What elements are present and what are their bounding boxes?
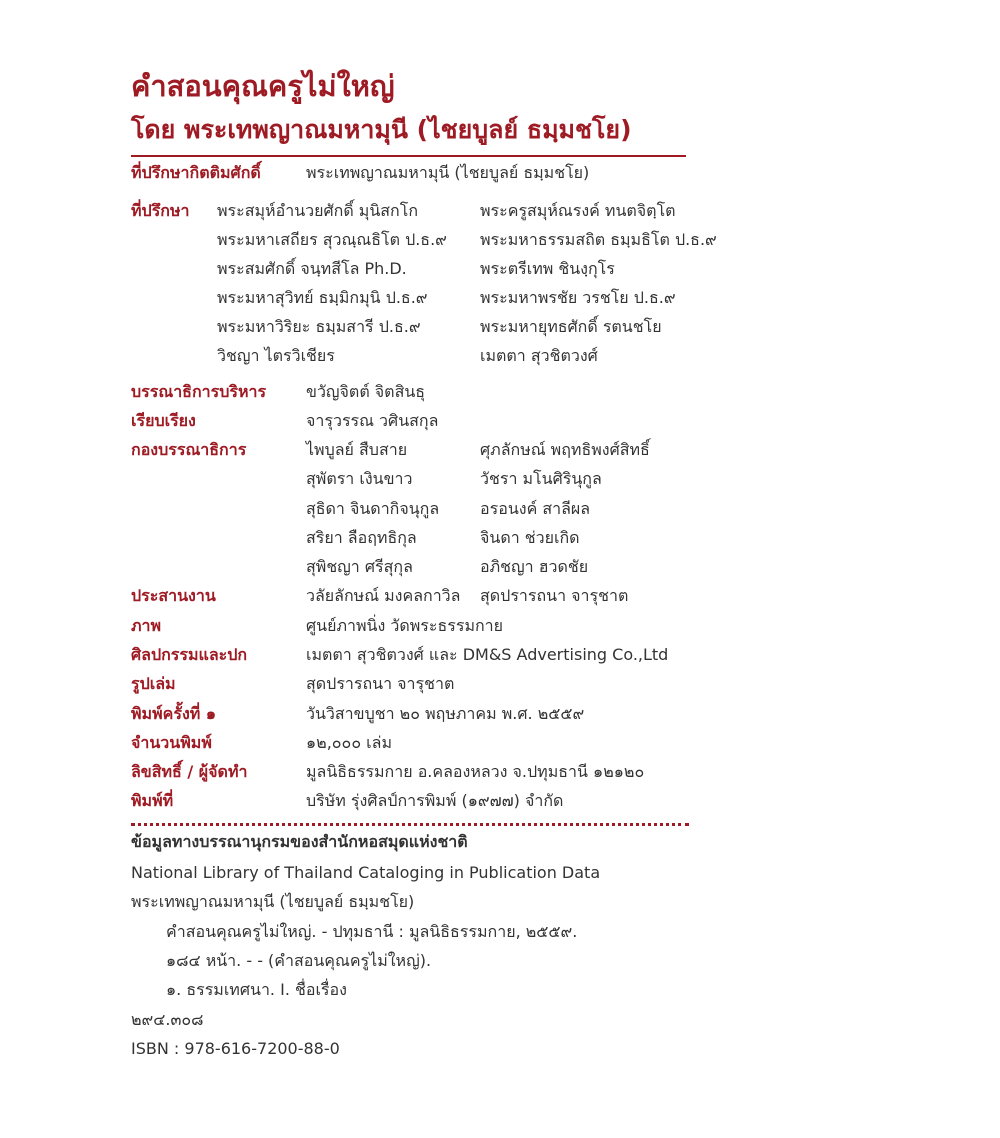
editorial-board-label: กองบรรณาธิการ [131, 440, 247, 459]
advisor-name: พระมหาวิริยะ ธมฺมสารี ป.ธ.๙ [217, 317, 421, 336]
editorial-member: จินดา ช่วยเกิด [480, 528, 580, 547]
catalog-isbn: ISBN : 978-616-7200-88-0 [131, 1039, 340, 1058]
first-printing-label: พิมพ์ครั้งที่ ๑ [131, 704, 217, 723]
editorial-member: สุพิชญา ศรีสุกุล [306, 557, 413, 576]
advisors-label: ที่ปรึกษา [131, 201, 190, 220]
advisor-name: พระสมศักดิ์ จนฺทสีโล Ph.D. [217, 259, 407, 278]
editorial-member: อรอนงค์ สาลีผล [480, 499, 591, 518]
compiler-label: เรียบเรียง [131, 411, 196, 430]
title-divider [131, 155, 686, 157]
editorial-member: อภิชญา ฮวดชัย [480, 557, 589, 576]
executive-editor-label: บรรณาธิการบริหาร [131, 382, 267, 401]
catalog-line: คำสอนคุณครูไม่ใหญ่. - ปทุมธานี : มูลนิธิธรรมกาย, ๒๕๕๙. [166, 922, 578, 941]
catalog-divider [131, 823, 689, 826]
honorary-advisor-label: ที่ปรึกษากิตติมศักดิ์ [131, 163, 261, 182]
art-cover-value: เมตตา สุวชิตวงศ์ และ DM&S Advertising Co.,Ltd [306, 645, 669, 664]
advisor-name: พระสมุห์อำนวยศักดิ์ มุนิสกโก [217, 201, 419, 220]
compiler-value: จารุวรรณ วศินสกุล [306, 411, 439, 430]
catalog-line: พระเทพญาณมหามุนี (ไชยบูลย์ ธมฺมชโย) [131, 892, 415, 911]
advisor-name: พระมหาเสถียร สุวณฺณธิโต ป.ธ.๙ [217, 230, 447, 249]
printer-value: บริษัท รุ่งศิลป์การพิมพ์ (๑๙๗๗) จำกัด [306, 791, 564, 810]
coordinator-name: สุดปรารถนา จารุชาต [480, 586, 629, 605]
print-run-label: จำนวนพิมพ์ [131, 733, 212, 752]
art-cover-label: ศิลปกรรมและปก [131, 645, 248, 664]
advisor-name: พระมหายุทธศักดิ์ รตนชโย [480, 317, 662, 336]
advisor-name: พระมหาสุวิทย์ ธมฺมิกมุนิ ป.ธ.๙ [217, 288, 428, 307]
copyright-label: ลิขสิทธิ์ / ผู้จัดทำ [131, 762, 248, 781]
editorial-member: ศุภลักษณ์ พฤทธิพงศ์สิทธิ์ [480, 440, 650, 459]
coordinator-name: วลัยลักษณ์ มงคลกาวิล [306, 586, 461, 605]
catalog-line: ๑. ธรรมเทศนา. I. ชื่อเรื่อง [166, 980, 347, 999]
catalog-heading: ข้อมูลทางบรรณานุกรมของสำนักหอสมุดแห่งชาติ [131, 832, 468, 851]
copyright-value: มูลนิธิธรรมกาย อ.คลองหลวง จ.ปทุมธานี ๑๒๑๒๐ [306, 762, 645, 781]
editorial-member: ไพบูลย์ สืบสาย [306, 440, 408, 459]
advisor-name: วิชญา ไตรวิเชียร [217, 346, 335, 365]
executive-editor-value: ขวัญจิตต์ จิตสินธุ [306, 382, 426, 401]
layout-label: รูปเล่ม [131, 674, 176, 693]
advisor-name: พระมหาพรชัย วรชโย ป.ธ.๙ [480, 288, 676, 307]
editorial-member: สุพัตรา เงินขาว [306, 469, 413, 488]
photo-label: ภาพ [131, 616, 162, 635]
printer-label: พิมพ์ที่ [131, 791, 174, 810]
editorial-member: วัชรา มโนศิรินุกูล [480, 469, 602, 488]
catalog-line: National Library of Thailand Cataloging in Publication Data [131, 863, 601, 882]
layout-value: สุดปรารถนา จารุชาต [306, 674, 455, 693]
book-title: คำสอนคุณครูไม่ใหญ่ [131, 69, 395, 103]
book-author-line: โดย พระเทพญาณมหามุนี (ไชยบูลย์ ธมฺมชโย) [131, 115, 632, 144]
coordination-label: ประสานงาน [131, 586, 216, 605]
advisor-name: เมตตา สุวชิตวงศ์ [480, 346, 598, 365]
print-run-value: ๑๒,๐๐๐ เล่ม [306, 733, 392, 752]
catalog-classification: ๒๙๔.๓๐๘ [131, 1010, 204, 1029]
photo-value: ศูนย์ภาพนิ่ง วัดพระธรรมกาย [306, 616, 504, 635]
editorial-member: สริยา ลือฤทธิกุล [306, 528, 417, 547]
honorary-advisor-value: พระเทพญาณมหามุนี (ไชยบูลย์ ธมฺมชโย) [306, 163, 590, 182]
first-printing-value: วันวิสาขบูชา ๒๐ พฤษภาคม พ.ศ. ๒๕๕๙ [306, 704, 585, 723]
advisor-name: พระมหาธรรมสถิต ธมฺมธิโต ป.ธ.๙ [480, 230, 717, 249]
catalog-line: ๑๘๔ หน้า. - - (คำสอนคุณครูไม่ใหญ่). [166, 951, 432, 970]
advisor-name: พระครูสมุห์ณรงค์ ทนตจิตฺโต [480, 201, 676, 220]
editorial-member: สุธิดา จินดากิจนุกูล [306, 499, 440, 518]
advisor-name: พระตรีเทพ ชินงฺกุโร [480, 259, 615, 278]
